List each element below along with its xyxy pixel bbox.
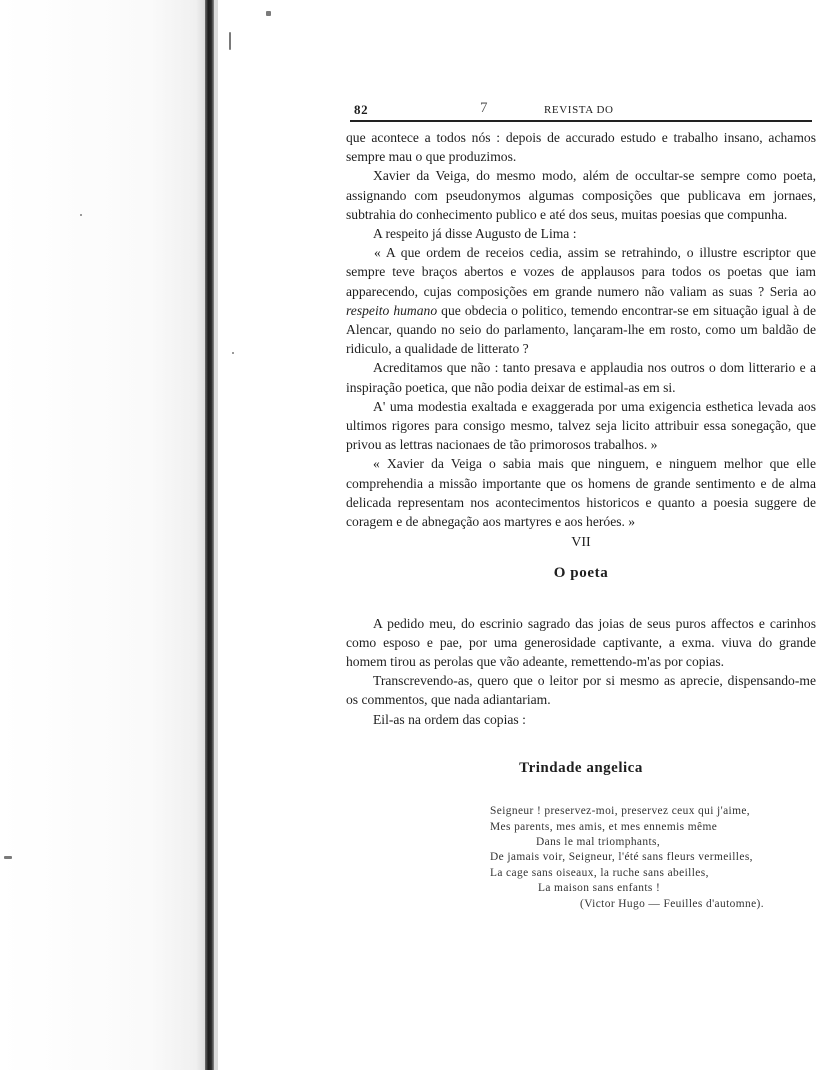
epigraph-source: (Victor Hugo — Feuilles d'automne). (580, 897, 764, 910)
paragraph: A pedido meu, do escrinio sagrado das joias de seus puros affectos e carinhos como esposo e pae, por uma generosidade captivante, a exma. viuva do grande homem tirou as perolas que vão adeante, remettendo-m'as por copias. (346, 615, 816, 670)
paper-speck (266, 11, 271, 16)
header-rule (350, 120, 812, 122)
epigraph-line: Seigneur ! preservez-moi, preservez ceux qui j'aime, (490, 805, 751, 818)
section-title: O poeta (553, 565, 609, 582)
running-title: REVISTA DO (544, 104, 614, 116)
page-header (346, 100, 816, 120)
poem-epigraph (490, 804, 816, 912)
epigraph-line: La maison sans enfants ! (538, 882, 661, 895)
page-number: 82 (354, 102, 369, 117)
epigraph-line: La cage sans oiseaux, la ruche sans abeilles, (490, 866, 709, 879)
quote-italic: respeito humano (346, 302, 438, 318)
book-page (346, 100, 816, 912)
paragraph: Transcrevendo-as, quero que o leitor por si mesmo as aprecie, dispensando-me os commentos, que nada adiantariam. (346, 673, 816, 708)
paragraph: « Xavier da Veiga o sabia mais que ninguem, e ninguem melhor que elle comprehendia a missão importante que os homens de grande sentimento e de alma delicada representam nos acontecimentos historicos e quanto a poesia suggere de coragem e de abnegação aos martyres e aos heróes. » (346, 456, 816, 530)
paragraph: Acreditamos que não : tanto presava e applaudia nos outros o dom litterario e a inspiração poetica, que não podia deixar de estimal-as em si. (346, 360, 816, 395)
body-text (346, 128, 816, 778)
quote-text: que obdecia o politico, temendo encontrar-se em situação igual à de Alencar, quando no seio do parlamento, lançaram-lhe em rosto, como um baldão de ridiculo, a qualidade de litterato ? (346, 302, 816, 357)
epigraph-line: Dans le mal triomphants, (536, 835, 661, 848)
paper-speck (4, 856, 12, 859)
paper-speck (229, 32, 231, 50)
section-number: VII (571, 535, 591, 551)
binding-gutter (0, 0, 218, 1070)
paragraph: Xavier da Veiga, do mesmo modo, além de occultar-se sempre como poeta, assignando com pseudonymos algumas composições que publicava em jornaes, subtrahia do conhecimento publico e até dos seus, muitas poesias que compunha. (346, 168, 816, 222)
paragraph: Eil-as na ordem das copias : (373, 711, 526, 727)
quotation (346, 243, 816, 358)
paper-speck (80, 214, 82, 216)
paragraph: A respeito já disse Augusto de Lima : (373, 226, 577, 242)
epigraph-line: De jamais voir, Seigneur, l'été sans fleurs vermeilles, (490, 851, 753, 864)
paragraph: que acontece a todos nós : depois de accurado estudo e trabalho insano, achamos sempre mau o que produzimos. (346, 130, 816, 165)
quote-text: « A que ordem de receios cedia, assim se retrahindo, o illustre escriptor que sempre teve braços abertos e vozes de applausos para todos os poetas que iam apparecendo, cujas composições em grande numero não valiam as suas ? Seria ao (346, 245, 816, 299)
paragraph: A' uma modestia exaltada e exaggerada por uma exigencia esthetica levada aos ultimos rigores para consigo mesmo, talvez seja licito attribuir essa sonegação, que privou as lettras nacionaes de tão primorosos trabalhos. » (346, 398, 816, 453)
epigraph-line: Mes parents, mes amis, et mes ennemis même (490, 820, 718, 833)
book-fold-shadow (205, 0, 214, 1070)
paper-speck (232, 352, 234, 354)
poem-title: Trindade angelica (519, 759, 643, 776)
handwritten-mark: 7 (480, 100, 489, 116)
